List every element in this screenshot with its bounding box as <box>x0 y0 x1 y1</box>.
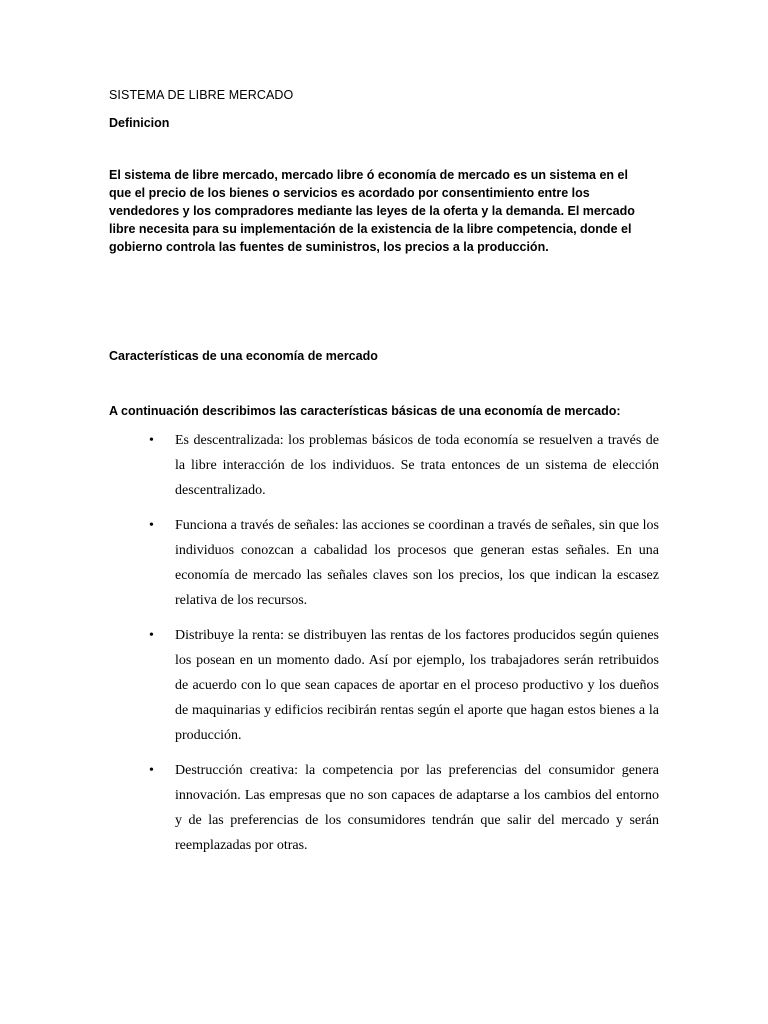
bullet-icon: • <box>149 763 154 778</box>
bullet-icon: • <box>149 518 154 533</box>
bullet-text: Destrucción creativa: la competencia por las preferencias del consumidor genera innovación. Las empresas que no son capaces de adaptarse a los cambios del entorno y de las preferencias de los consumidores tendrán que salir del mercado y serán reemplazadas por otras. <box>175 763 659 853</box>
list-item <box>109 428 659 503</box>
section-heading: Características de una economía de mercado <box>109 349 378 363</box>
bullet-text: Distribuye la renta: se distribuyen las rentas de los factores producidos según quienes los posean en un momento dado. Así por ejemplo, los trabajadores serán retribuidos de acuerdo con lo que sean capaces de aportar en el proceso productivo y los dueños de maquinarias y edificios recibirán rentas según el aporte que hagan estos bienes a la producción. <box>175 628 659 743</box>
list-item <box>109 623 659 748</box>
bullet-icon: • <box>149 628 154 643</box>
bullet-text: Es descentralizada: los problemas básicos de toda economía se resuelven a través de la libre interacción de los individuos. Se trata entonces de un sistema de elección descentralizado. <box>175 433 659 498</box>
document-subtitle: Definicion <box>109 116 170 130</box>
list-item <box>109 758 659 858</box>
list-item <box>109 513 659 613</box>
bullet-icon: • <box>149 433 154 448</box>
intro-paragraph: El sistema de libre mercado, mercado libre ó economía de mercado es un sistema en el que el precio de los bienes o servicios es acordado por consentimiento entre los vendedores y los compradores mediante las leyes de la oferta y la demanda. El mercado libre necesita para su implementación de la existencia de la libre competencia, donde el gobierno controla las fuentes de suministros, los precios a la producción. <box>109 168 635 254</box>
document-title: SISTEMA DE LIBRE MERCADO <box>109 88 294 102</box>
section-lead: A continuación describimos las características básicas de una economía de mercado: <box>109 404 621 418</box>
bullet-text: Funciona a través de señales: las acciones se coordinan a través de señales, sin que los individuos conozcan a cabalidad los procesos que generan estas señales. En una economía de mercado las señales claves son los precios, los que indican la escasez relativa de los recursos. <box>175 518 659 608</box>
characteristics-list <box>109 428 659 868</box>
